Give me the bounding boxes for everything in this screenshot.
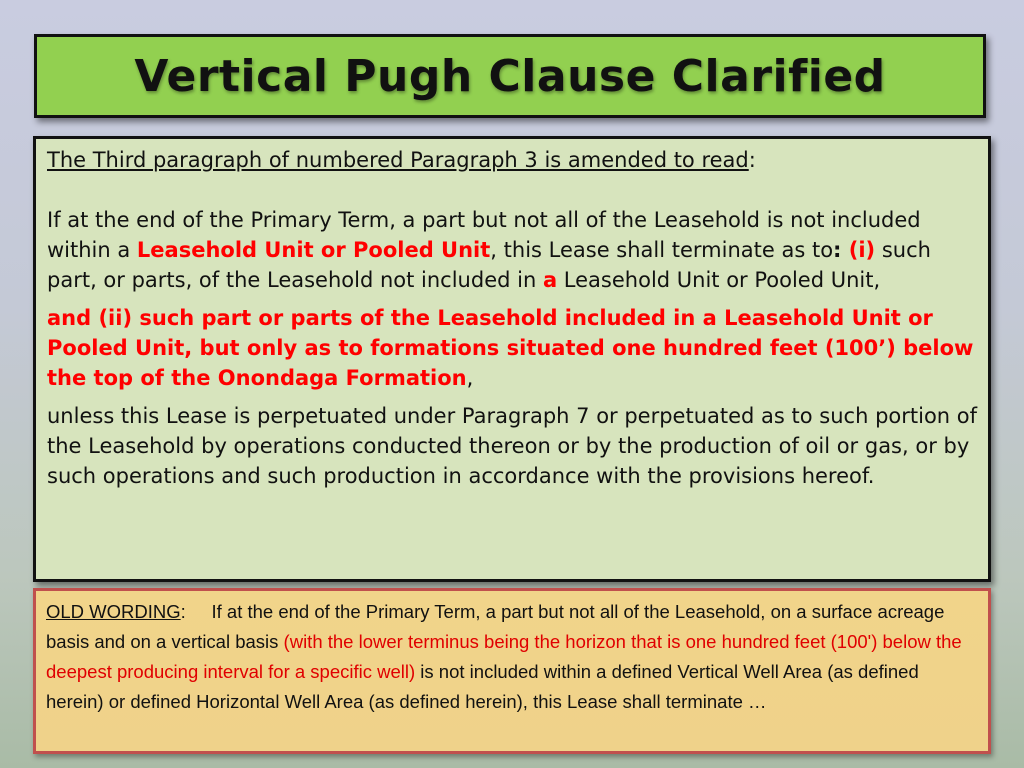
p1-highlight-unit: Leasehold Unit or Pooled Unit <box>136 238 491 262</box>
p1-text-d: Leasehold Unit or Pooled Unit, <box>557 268 881 292</box>
p1-highlight-i: (i) <box>841 238 876 262</box>
intro-line <box>47 145 978 175</box>
amended-clause-box <box>33 136 991 582</box>
clause-paragraph-2 <box>47 303 978 393</box>
p1-text-a: If at the end of the Primary Term, a part but not all of the Leasehold is not included within a <box>47 208 921 262</box>
p1-text-b: , this Lease shall terminate as to <box>490 238 834 262</box>
p2-highlight: and (ii) such part or parts of the Leasehold included in a Leasehold Unit or Pooled Unit, but only as to formations situated one hundred feet (100’) below the top of the Onondaga Formation <box>47 306 974 390</box>
p1-text-c: such part, or parts, of the Leasehold not included in <box>47 238 931 292</box>
title-banner <box>34 34 986 118</box>
old-wording-colon: : <box>180 601 186 622</box>
intro-colon: : <box>748 148 756 172</box>
old-text-b: is not included within a defined Vertical Well Area (as defined herein) or defined Horizontal Well Area (as defined herein), this Lease shall terminate … <box>46 661 919 712</box>
p2-comma: , <box>466 366 474 390</box>
old-text-highlight: (with the lower terminus being the horizon that is one hundred feet (100') below the deepest producing interval for a specific well) <box>46 631 962 682</box>
clause-paragraph-1 <box>47 205 978 295</box>
clause-paragraph-3: unless this Lease is perpetuated under Paragraph 7 or perpetuated as to such portion of the Leasehold by operations conducted thereon or by the production of oil or gas, or by such operations and such production in accordance with the provisions hereof. <box>47 404 978 488</box>
old-text-a: If at the end of the Primary Term, a part but not all of the Leasehold, on a surface acreage basis and on a vertical basis <box>46 601 950 652</box>
old-wording-label: OLD WORDING <box>46 601 181 622</box>
p1-highlight-a: a <box>542 268 558 292</box>
p1-colon: : <box>833 238 842 262</box>
slide-title: Vertical Pugh Clause Clarified <box>134 50 886 102</box>
intro-underlined-text: The Third paragraph of numbered Paragraph 3 is amended to read <box>47 148 749 172</box>
old-wording-box <box>33 588 991 754</box>
